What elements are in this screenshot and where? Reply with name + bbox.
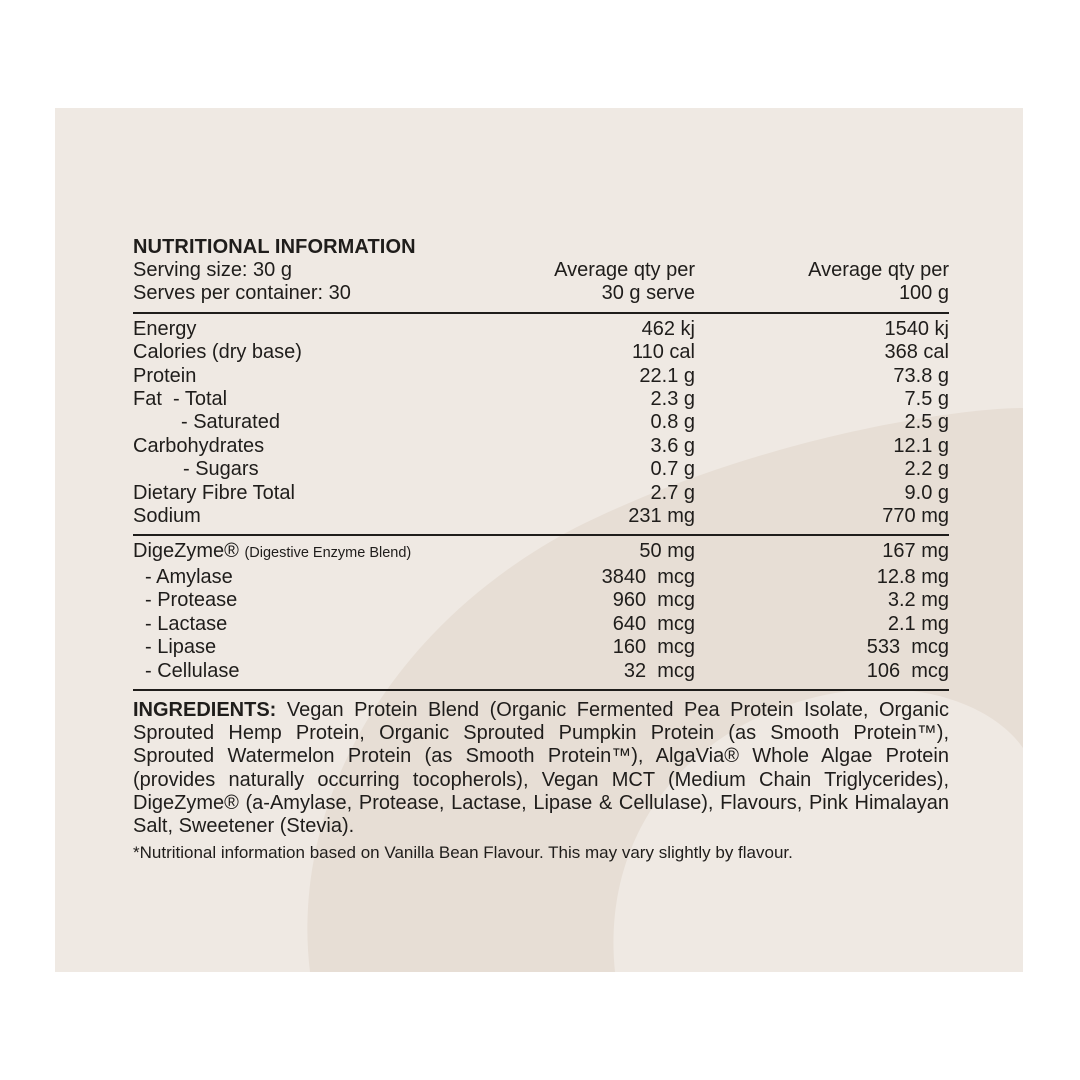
per-serve-value: 32 mcg bbox=[623, 659, 695, 682]
nutrient-row bbox=[133, 435, 949, 458]
nutrition-table bbox=[133, 235, 949, 864]
per-serve-value: 231 mg bbox=[628, 505, 695, 528]
nutrient-row bbox=[133, 458, 949, 481]
ingredients-heading: INGREDIENTS: bbox=[133, 698, 277, 721]
nutrient-label: Dietary Fibre Total bbox=[133, 481, 295, 504]
col3-header-line1: Average qty per bbox=[808, 259, 949, 281]
per-serve-value: 110 cal bbox=[631, 341, 695, 364]
header-row-2 bbox=[133, 282, 949, 305]
per-serve-value: 462 kj bbox=[641, 317, 695, 340]
per-100g-value: 73.8 g bbox=[893, 364, 949, 387]
nutrient-label: Calories (dry base) bbox=[133, 341, 302, 364]
per-100g-value: 12.8 mg bbox=[876, 565, 949, 588]
per-100g-value: 106 mcg bbox=[866, 659, 949, 682]
nutrient-label: Fat - Total bbox=[133, 388, 228, 411]
col2-header-line2: 30 g serve bbox=[601, 282, 695, 305]
enzyme-blend-name: DigeZyme® bbox=[133, 540, 239, 563]
serves-per-container: Serves per container: 30 bbox=[133, 282, 351, 305]
per-serve-value: 3840 mcg bbox=[601, 565, 695, 588]
nutrient-row bbox=[133, 341, 949, 364]
header-row-1 bbox=[133, 259, 949, 282]
per-serve-value: 0.8 g bbox=[650, 411, 695, 434]
enzyme-blend-note: (Digestive Enzyme Blend) bbox=[244, 545, 412, 562]
nutrient-row bbox=[133, 411, 949, 434]
nutrient-row bbox=[133, 505, 949, 528]
ingredients-text: Vegan Protein Blend (Organic Fermented Pea Protein Isolate, Organic Sprouted Hemp Protein, Organic Sprouted Pumpkin Protein (as Smooth Protein™), Sprouted Watermelon Protein (as Smooth Protein™), AlgaVia® Whole Algae Protein (provides naturally occurring tocopherols), Vegan MCT (Medium Chain Triglycerides), DigeZyme® (a-Amylase, Protease, Lactase, Lipase & Cellulase), Flavours, Pink Himalayan Salt, Sweetener (Stevia). bbox=[133, 698, 949, 837]
enzyme-row bbox=[133, 589, 949, 612]
col2-header-line1: Average qty per bbox=[554, 259, 695, 281]
table-title: NUTRITIONAL INFORMATION bbox=[133, 236, 416, 258]
per-serve-value: 160 mcg bbox=[612, 636, 695, 659]
per-serve-value: 0.7 g bbox=[650, 458, 695, 481]
per-100g-value: 2.5 g bbox=[904, 411, 949, 434]
per-100g-value: 167 mg bbox=[882, 540, 949, 563]
per-serve-value: 2.7 g bbox=[650, 481, 695, 504]
nutrient-label: Protein bbox=[133, 364, 197, 387]
nutrient-row bbox=[133, 388, 949, 411]
enzyme-label: - Lipase bbox=[145, 636, 217, 659]
enzyme-row bbox=[133, 660, 949, 683]
per-100g-value: 7.5 g bbox=[904, 388, 949, 411]
nutrient-label: Carbohydrates bbox=[133, 434, 265, 457]
per-100g-value: 770 mg bbox=[882, 505, 949, 528]
enzyme-label: - Cellulase bbox=[145, 659, 240, 682]
per-100g-value: 2.1 mg bbox=[887, 612, 949, 635]
per-serve-value: 22.1 g bbox=[639, 364, 695, 387]
per-serve-value: 3.6 g bbox=[650, 434, 695, 457]
nutrient-label: Energy bbox=[133, 317, 197, 340]
divider bbox=[133, 534, 949, 536]
enzyme-label: - Amylase bbox=[145, 565, 233, 588]
nutrient-label: - Sugars bbox=[183, 458, 259, 481]
nutrient-label: - Saturated bbox=[181, 411, 280, 434]
divider bbox=[133, 312, 949, 314]
enzyme-label: - Protease bbox=[145, 589, 238, 612]
nutrient-label: Sodium bbox=[133, 505, 201, 528]
divider bbox=[133, 689, 949, 691]
enzyme-row bbox=[133, 636, 949, 659]
per-serve-value: 50 mg bbox=[639, 540, 695, 563]
per-100g-value: 1540 kj bbox=[884, 317, 949, 340]
per-100g-value: 368 cal bbox=[884, 341, 949, 364]
footnote: *Nutritional information based on Vanilla Bean Flavour. This may vary slightly by flavour. bbox=[133, 843, 793, 863]
per-100g-value: 12.1 g bbox=[893, 434, 949, 457]
enzyme-blend-row bbox=[133, 540, 949, 565]
nutrient-row bbox=[133, 318, 949, 341]
nutrient-row bbox=[133, 482, 949, 505]
enzyme-row bbox=[133, 566, 949, 589]
label-panel bbox=[55, 108, 1023, 972]
ingredients-paragraph bbox=[133, 699, 949, 838]
per-100g-value: 2.2 g bbox=[904, 458, 949, 481]
per-100g-value: 9.0 g bbox=[904, 481, 949, 504]
nutrient-row bbox=[133, 365, 949, 388]
enzyme-blend-label bbox=[133, 540, 533, 565]
per-100g-value: 533 mcg bbox=[866, 636, 949, 659]
enzyme-row bbox=[133, 613, 949, 636]
serving-size: Serving size: 30 g bbox=[133, 259, 292, 281]
col3-header-line2: 100 g bbox=[898, 282, 949, 305]
enzyme-label: - Lactase bbox=[145, 612, 228, 635]
per-serve-value: 640 mcg bbox=[612, 612, 695, 635]
per-serve-value: 960 mcg bbox=[612, 589, 695, 612]
per-serve-value: 2.3 g bbox=[650, 388, 695, 411]
per-100g-value: 3.2 mg bbox=[887, 589, 949, 612]
